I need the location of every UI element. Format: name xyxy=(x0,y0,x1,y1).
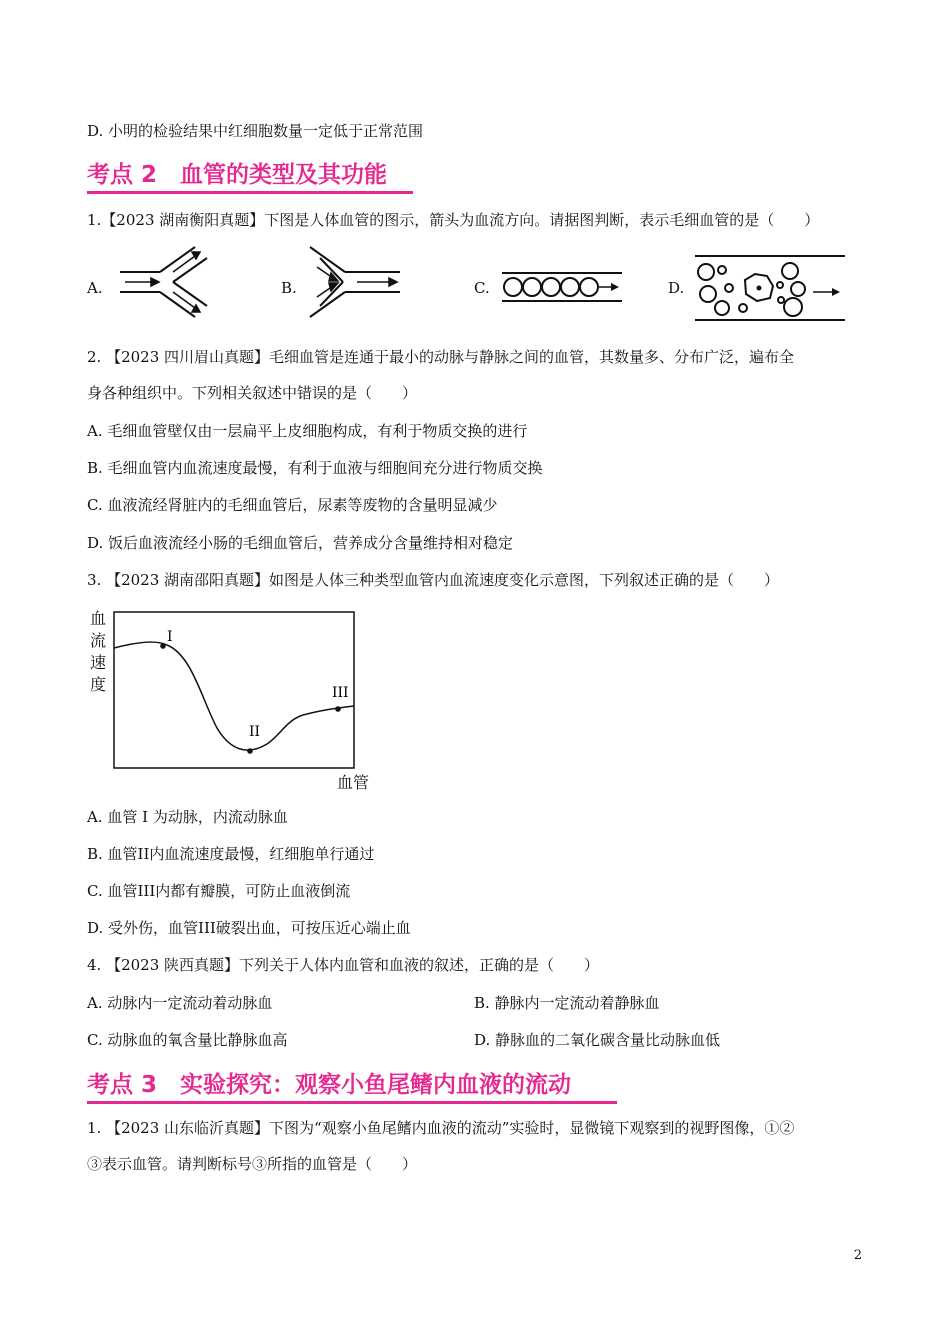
q3-option-d: D. 受外伤，血管III破裂出血，可按压近心端止血 xyxy=(87,919,411,937)
marker-i-dot xyxy=(160,643,166,649)
q1-label-d: D. xyxy=(668,279,685,297)
marker-i-label: I xyxy=(167,629,173,645)
chart-frame xyxy=(114,612,354,768)
q1-label-c: C. xyxy=(474,279,490,297)
q2-option-d: D. 饭后血液流经小肠的毛细血管后，营养成分含量维持相对稳定 xyxy=(87,534,514,552)
marker-ii-label: II xyxy=(249,724,261,740)
q4-option-c: C. 动脉血的氧含量比静脉血高 xyxy=(87,1031,288,1049)
q4-option-b: B. 静脉内一定流动着静脉血 xyxy=(474,994,660,1012)
q2-option-b: B. 毛细血管内血流速度最慢，有利于血液与细胞间充分进行物质交换 xyxy=(87,459,543,477)
marker-ii-dot xyxy=(247,748,253,754)
q1-stem: 1.【2023 湖南衡阳真题】下图是人体血管的图示，箭头为血流方向。请据图判断，表示毛细血管的是（ ） xyxy=(87,211,820,229)
q2-option-c: C. 血液流经肾脏内的毛细血管后，尿素等废物的含量明显减少 xyxy=(87,496,498,514)
q3-option-a: A. 血管 I 为动脉，内流动脉血 xyxy=(87,808,288,826)
single-file-cells-icon xyxy=(500,270,625,304)
prev-option-d: D. 小明的检验结果中红细胞数量一定低于正常范围 xyxy=(87,122,424,140)
blood-flow-speed-chart xyxy=(112,610,357,770)
q2-stem-line1: 2. 【2023 四川眉山真题】毛细血管是连通于最小的动脉与静脉之间的血管，其数量多、分布广泛，遍布全 xyxy=(87,348,795,366)
q2-stem-line2: 身各种组织中。下列相关叙述中错误的是（ ） xyxy=(87,384,418,402)
s3-q1-stem-line2: ③表示血管。请判断标号③所指的血管是（ ） xyxy=(87,1155,418,1173)
q3-option-c: C. 血管III内都有瓣膜，可防止血液倒流 xyxy=(87,882,351,900)
q2-option-a: A. 毛细血管壁仅由一层扁平上皮细胞构成，有利于物质交换的进行 xyxy=(87,422,528,440)
heading-underline xyxy=(87,191,413,194)
vessel-merge-icon xyxy=(115,242,215,322)
chart-x-label: 血管 xyxy=(337,773,370,792)
q1-label-a: A. xyxy=(87,279,103,297)
marker-iii-dot xyxy=(335,706,341,712)
q4-stem: 4. 【2023 陕西真题】下列关于人体内血管和血液的叙述，正确的是（ ） xyxy=(87,956,600,974)
chart-y-label: 血 流 速 度 xyxy=(90,609,107,694)
heading-underline xyxy=(87,1101,617,1104)
section-2-heading: 考点 2 血管的类型及其功能 xyxy=(87,160,387,190)
vessel-split-icon xyxy=(305,242,405,322)
marker-iii-label: III xyxy=(332,685,349,701)
section-3-heading: 考点 3 实验探究：观察小鱼尾鳍内血液的流动 xyxy=(87,1070,571,1100)
s3-q1-stem-line1: 1. 【2023 山东临沂真题】下图为“观察小鱼尾鳍内血液的流动”实验时，显微镜下观察到的视野图像，①② xyxy=(87,1119,795,1137)
q4-option-a: A. 动脉内一定流动着动脉血 xyxy=(87,994,273,1012)
page-number: 2 xyxy=(853,1248,862,1263)
q3-stem: 3. 【2023 湖南邵阳真题】如图是人体三种类型血管内血流速度变化示意图，下列叙述正确的是（ ） xyxy=(87,571,780,589)
wide-vessel-cells-icon xyxy=(693,252,848,324)
q4-option-d: D. 静脉血的二氧化碳含量比动脉血低 xyxy=(474,1031,721,1049)
q1-label-b: B. xyxy=(281,279,297,297)
q3-option-b: B. 血管II内血流速度最慢，红细胞单行通过 xyxy=(87,845,375,863)
speed-curve xyxy=(114,642,354,750)
